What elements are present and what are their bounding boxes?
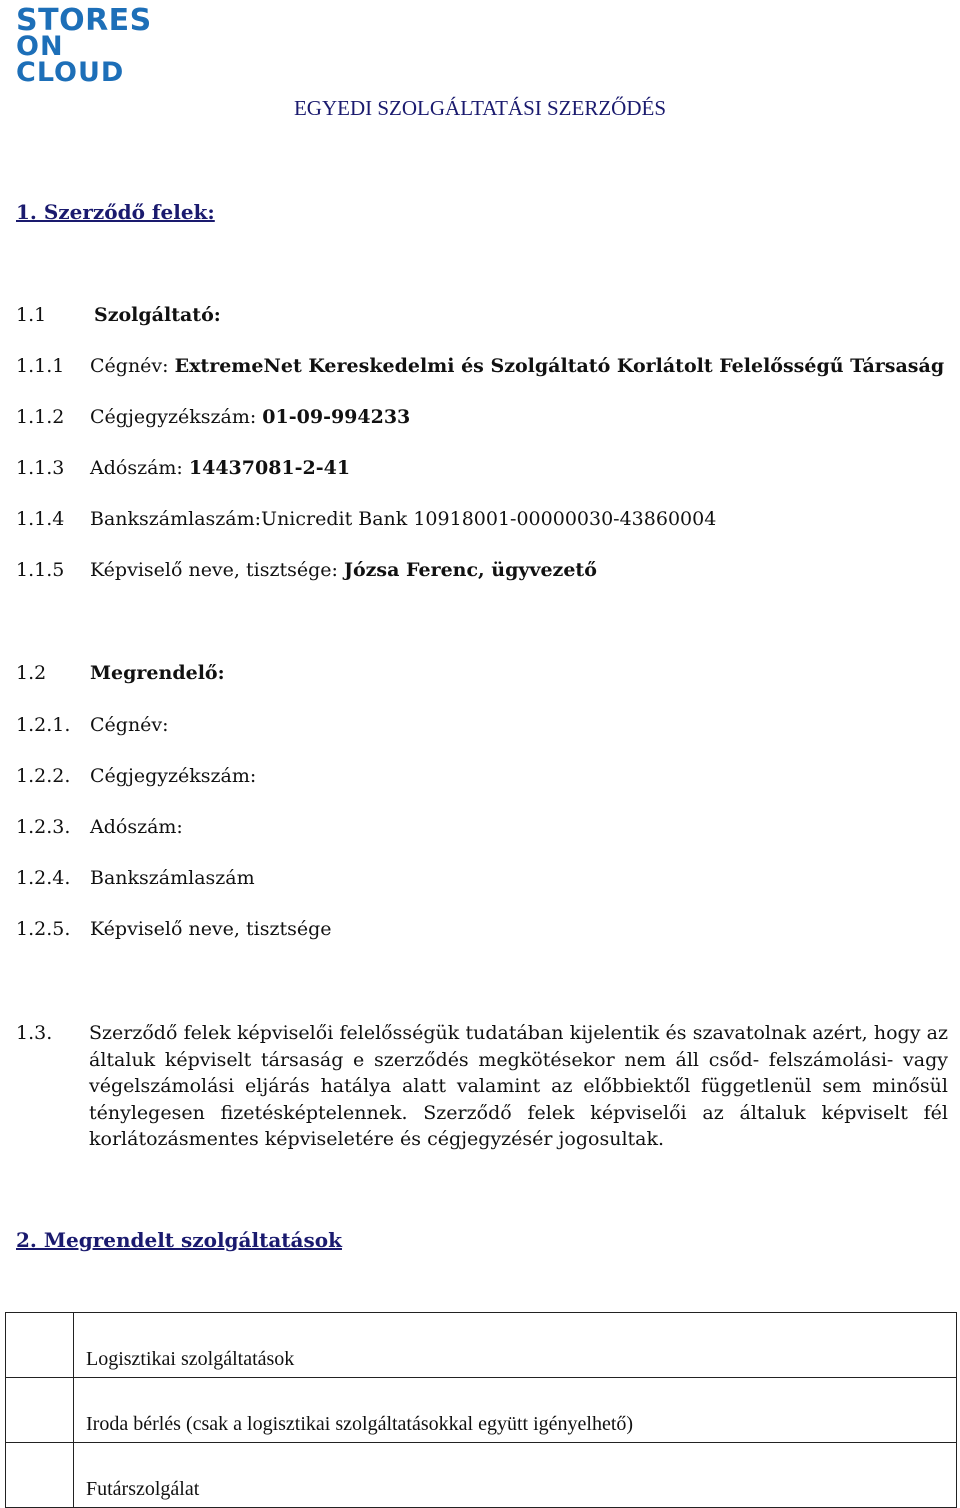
item-label: Adószám: <box>90 457 189 479</box>
item-label: Adószám: <box>90 816 183 838</box>
item-value: 01-09-994233 <box>262 406 411 428</box>
provider-number: 1.1 <box>16 304 47 326</box>
declaration-number: 1.3. <box>16 1022 53 1044</box>
item-label: Cégnév: <box>90 355 175 377</box>
service-row <box>6 1313 957 1378</box>
section-2-heading: 2. Megrendelt szolgáltatások <box>16 1228 342 1252</box>
logo-line-2: ON CLOUD <box>16 31 125 88</box>
provider-label: Szolgáltató: <box>94 304 221 326</box>
item-number: 1.2.5. <box>16 918 71 940</box>
item-value: Józsa Ferenc, ügyvezető <box>343 559 597 581</box>
item-number: 1.1.2 <box>16 406 65 428</box>
item-value: 14437081-2-41 <box>188 457 351 479</box>
item-label: Bankszámlaszám <box>90 867 255 889</box>
item-label: Cégjegyzékszám: <box>90 765 257 787</box>
item-number: 1.1.1 <box>16 355 65 377</box>
item-number: 1.2.1. <box>16 714 71 736</box>
logo-line-1: STORES <box>16 3 152 38</box>
stores-on-cloud-logo <box>16 3 176 88</box>
item-label: Képviselő neve, tisztsége: <box>90 559 344 581</box>
item-label: Képviselő neve, tisztsége <box>90 918 332 940</box>
service-row <box>6 1378 957 1443</box>
item-value: ExtremeNet Kereskedelmi és Szolgáltató Korlátolt Felelősségű Társaság <box>174 355 945 377</box>
item-number: 1.2.3. <box>16 816 71 838</box>
document-title: EGYEDI SZOLGÁLTATÁSI SZERZŐDÉS <box>293 96 667 120</box>
item-number: 1.1.3 <box>16 457 65 479</box>
item-number: 1.1.5 <box>16 559 65 581</box>
customer-label: Megrendelő: <box>90 662 225 684</box>
item-label: Cégnév: <box>90 714 169 736</box>
services-table <box>5 1312 957 1508</box>
item-number: 1.1.4 <box>16 508 65 530</box>
item-number: 1.2.2. <box>16 765 71 787</box>
item-label: Cégjegyzékszám: <box>90 406 263 428</box>
declaration-paragraph <box>16 1020 948 1153</box>
service-label: Futárszolgálat <box>74 1443 957 1508</box>
service-row <box>6 1443 957 1508</box>
service-checkbox[interactable] <box>6 1378 74 1443</box>
item-number: 1.2.4. <box>16 867 71 889</box>
customer-number: 1.2 <box>16 662 47 684</box>
service-checkbox[interactable] <box>6 1313 74 1378</box>
service-label: Logisztikai szolgáltatások <box>74 1313 957 1378</box>
service-label: Iroda bérlés (csak a logisztikai szolgáltatásokkal együtt igényelhető) <box>74 1378 957 1443</box>
declaration-text: Szerződő felek képviselői felelősségük tudatában kijelentik és szavatolnak azért, hogy az általuk képviselt társaság e szerződés megkötésekor nem áll csőd- felszámolási- vagy végelszámolási eljárás hatálya alatt valamint az előbbiektől függetlenül sem minősül ténylegesen fizetésképtelennek. Szerződő felek képviselői az általuk képviselt fél korlátozásmentes képviseletére és cégjegyzésér jogosultak. <box>89 1022 948 1150</box>
service-checkbox[interactable] <box>6 1443 74 1508</box>
section-1-heading: 1. Szerződő felek: <box>16 200 215 224</box>
item-label: Bankszámlaszám:Unicredit Bank 10918001-00000030-43860004 <box>90 508 717 530</box>
